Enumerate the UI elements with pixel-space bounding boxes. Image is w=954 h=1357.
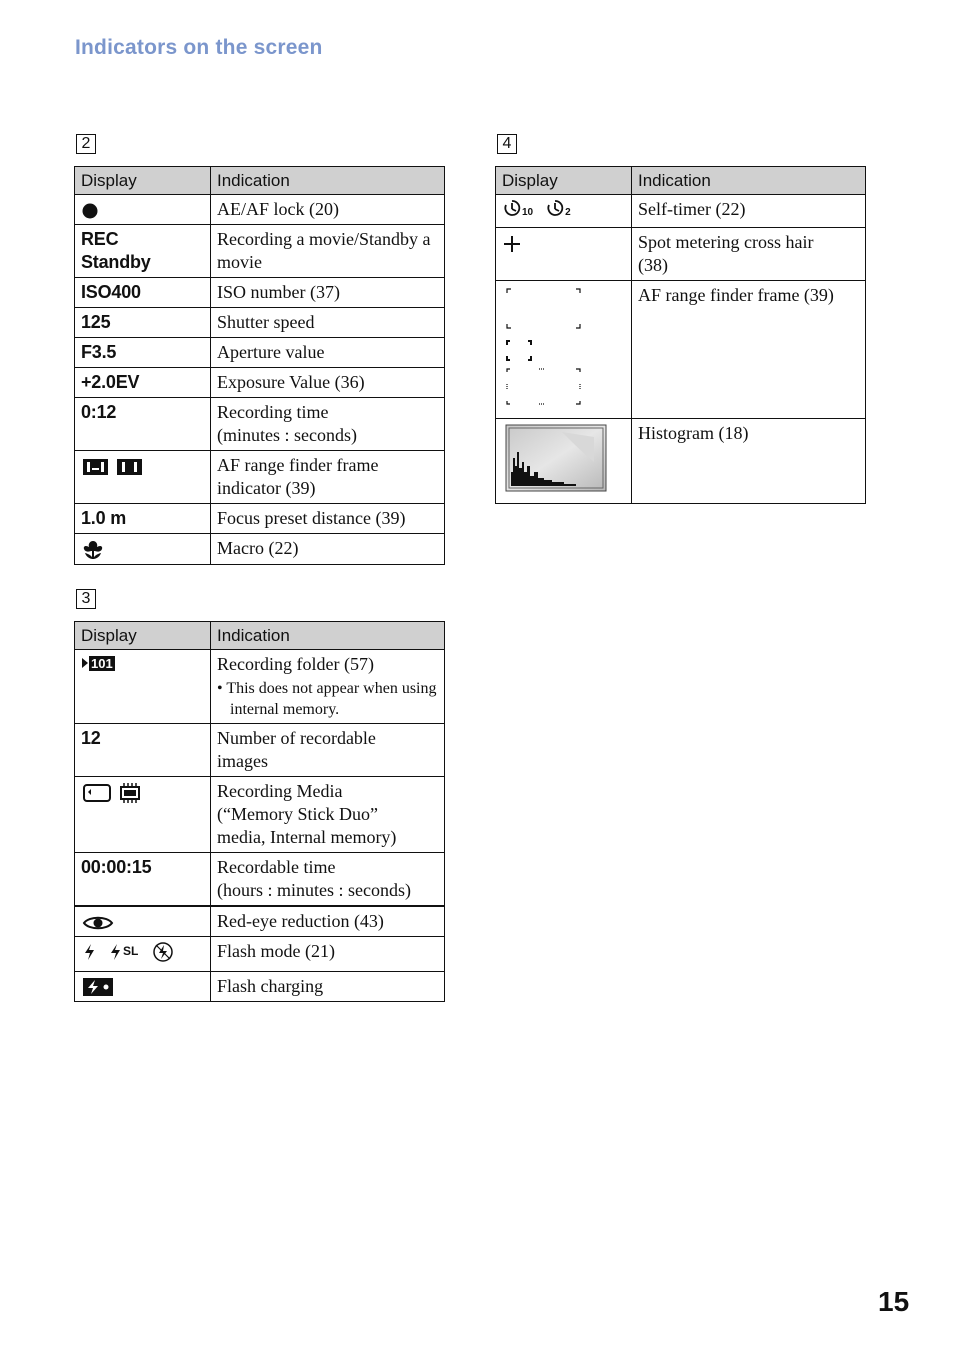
section-number-2: 2 xyxy=(76,134,96,154)
table-row xyxy=(75,504,445,534)
table-row xyxy=(75,368,445,398)
display-cell xyxy=(496,281,632,419)
indication-line-2: images xyxy=(217,751,268,771)
display-cell xyxy=(496,228,632,281)
indication-cell xyxy=(211,777,445,853)
indication-cell xyxy=(211,650,445,724)
indication-cell xyxy=(211,724,445,777)
display-text-2: Standby xyxy=(81,252,151,272)
column-header-display: Display xyxy=(496,167,632,195)
display-text: F3.5 xyxy=(81,342,117,362)
page-header-title: Indicators on the screen xyxy=(75,36,323,59)
display-cell xyxy=(75,650,211,724)
table-row xyxy=(75,971,445,1001)
display-cell xyxy=(75,724,211,777)
indication-line-2: (hours : minutes : seconds) xyxy=(217,880,411,900)
indication-line-3: media, Internal memory) xyxy=(217,827,397,847)
indication-cell: Red-eye reduction (43) xyxy=(211,906,445,937)
indication-line: Recording Media xyxy=(217,781,343,801)
self-timer-2-text: 2 xyxy=(565,207,571,218)
section-number-3: 3 xyxy=(76,589,96,609)
recording-folder-icon xyxy=(81,656,115,671)
indication-cell: Shutter speed xyxy=(211,308,445,338)
indication-cell xyxy=(211,853,445,907)
page-number: 15 xyxy=(878,1286,910,1317)
section-number-4: 4 xyxy=(497,134,517,154)
indication-cell: Macro (22) xyxy=(211,534,445,565)
indication-line: Recording folder (57) xyxy=(217,654,374,674)
indication-cell: Recording a movie/Standby a movie xyxy=(211,225,445,278)
table-row xyxy=(75,195,445,225)
display-text: 0:12 xyxy=(81,402,117,422)
display-cell xyxy=(496,419,632,504)
table-header-row xyxy=(75,622,445,650)
display-text: ISO400 xyxy=(81,282,141,302)
folder-number-text: 101 xyxy=(91,655,113,671)
column-header-indication: Indication xyxy=(211,167,445,195)
table-row xyxy=(75,937,445,972)
display-cell xyxy=(75,225,211,278)
spot-cross-hair-icon xyxy=(502,234,522,254)
table-row xyxy=(75,534,445,565)
indication-line-2: (“Memory Stick Duo” xyxy=(217,804,378,824)
indication-cell xyxy=(211,398,445,451)
display-cell xyxy=(75,971,211,1001)
display-cell xyxy=(75,853,211,907)
table-row xyxy=(75,225,445,278)
table-row xyxy=(75,906,445,937)
display-cell xyxy=(75,504,211,534)
indication-line: Spot metering cross hair xyxy=(638,232,814,252)
display-cell xyxy=(75,338,211,368)
column-header-indication: Indication xyxy=(211,622,445,650)
table-row xyxy=(496,419,866,504)
indication-cell: AE/AF lock (20) xyxy=(211,195,445,225)
table-row xyxy=(75,338,445,368)
table-row xyxy=(75,777,445,853)
table-row xyxy=(75,650,445,724)
indication-cell: Flash charging xyxy=(211,971,445,1001)
table-row xyxy=(75,724,445,777)
indication-line: Recordable time xyxy=(217,857,336,877)
red-eye-icon xyxy=(81,913,115,933)
display-cell xyxy=(75,906,211,937)
indication-cell: Focus preset distance (39) xyxy=(211,504,445,534)
indicators-table-3 xyxy=(74,621,445,1002)
indication-line: Recording time xyxy=(217,402,329,422)
macro-flower-icon xyxy=(81,539,105,561)
histogram-icon xyxy=(502,422,608,494)
table-row xyxy=(75,853,445,907)
display-cell xyxy=(75,451,211,504)
indication-cell: AF range finder frame (39) xyxy=(632,281,866,419)
indication-line: AF range finder frame xyxy=(217,455,379,475)
indication-cell xyxy=(211,451,445,504)
indicators-table-2 xyxy=(74,166,445,565)
display-cell xyxy=(75,534,211,565)
af-range-finder-frames-icon xyxy=(502,284,592,409)
display-cell xyxy=(75,195,211,225)
display-cell xyxy=(75,368,211,398)
display-cell xyxy=(75,398,211,451)
indication-line: Number of recordable xyxy=(217,728,376,748)
table-row xyxy=(496,228,866,281)
table-row xyxy=(496,195,866,228)
af-range-finder-indicator-icon xyxy=(81,457,145,477)
indicators-table-4 xyxy=(495,166,866,504)
indication-line-2: (minutes : seconds) xyxy=(217,425,357,445)
table-row xyxy=(75,451,445,504)
table-row xyxy=(75,398,445,451)
display-cell xyxy=(75,777,211,853)
display-cell xyxy=(75,308,211,338)
self-timer-10-text: 10 xyxy=(522,207,534,218)
indication-cell: Exposure Value (36) xyxy=(211,368,445,398)
indication-cell: ISO number (37) xyxy=(211,278,445,308)
self-timer-icons xyxy=(502,198,571,218)
indication-cell xyxy=(632,228,866,281)
indication-note: • This does not appear when using internal memory. xyxy=(217,680,437,718)
table-row xyxy=(75,278,445,308)
display-text: +2.0EV xyxy=(81,372,140,392)
table-row xyxy=(496,281,866,419)
indication-line-2: (38) xyxy=(638,255,668,275)
column-header-indication: Indication xyxy=(632,167,866,195)
display-text: REC xyxy=(81,229,119,249)
filled-circle-icon xyxy=(81,202,99,220)
display-cell xyxy=(496,195,632,228)
indication-cell: Self-timer (22) xyxy=(632,195,866,228)
memory-stick-and-internal-memory-icon xyxy=(81,781,145,805)
display-text: 12 xyxy=(81,728,101,748)
column-header-display: Display xyxy=(75,622,211,650)
table-row xyxy=(75,308,445,338)
indication-cell: Histogram (18) xyxy=(632,419,866,504)
display-text: 00:00:15 xyxy=(81,857,152,877)
display-cell xyxy=(75,937,211,972)
display-text: 125 xyxy=(81,312,111,332)
slow-sync-text: SL xyxy=(123,944,139,958)
display-cell xyxy=(75,278,211,308)
table-header-row xyxy=(75,167,445,195)
flash-charging-icon xyxy=(81,977,115,997)
table-header-row xyxy=(496,167,866,195)
indication-cell: Flash mode (21) xyxy=(211,937,445,972)
flash-modes-icon xyxy=(81,940,176,963)
indication-line-2: indicator (39) xyxy=(217,478,316,498)
display-text: 1.0 m xyxy=(81,508,127,528)
indication-cell: Aperture value xyxy=(211,338,445,368)
column-header-display: Display xyxy=(75,167,211,195)
